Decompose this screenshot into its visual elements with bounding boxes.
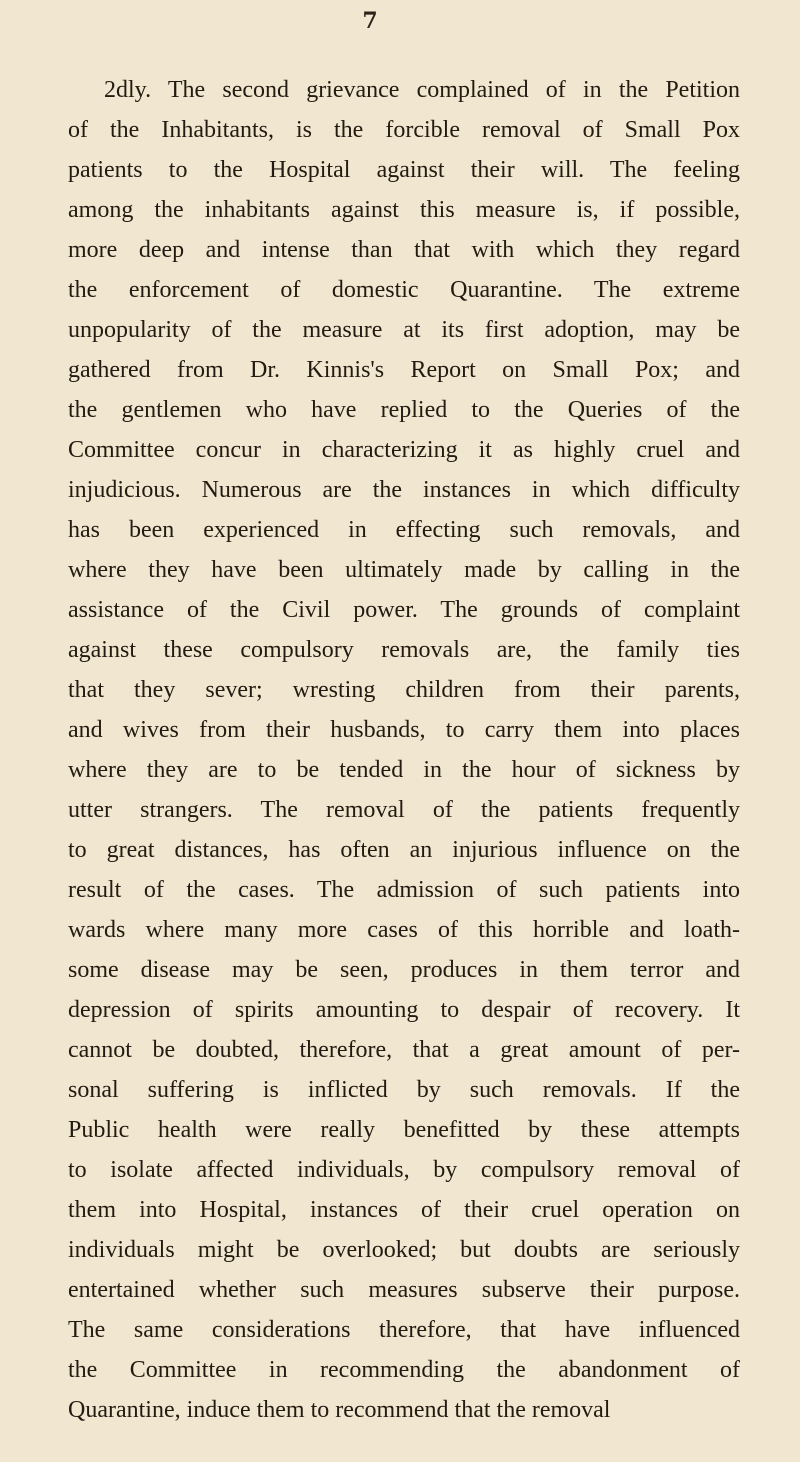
- text-line: assistance of the Civil power. The grounds of complaint: [68, 597, 740, 623]
- text-line: where they are to be tended in the hour of sickness by: [68, 757, 740, 783]
- text-line: to great distances, has often an injurious influence on the: [68, 837, 740, 863]
- text-line: patients to the Hospital against their will. The feeling: [68, 157, 740, 183]
- text-line: them into Hospital, instances of their cruel operation on: [68, 1197, 740, 1223]
- body-text: [68, 70, 740, 1430]
- text-line: to isolate affected individuals, by compulsory removal of: [68, 1157, 740, 1183]
- text-line: the gentlemen who have replied to the Queries of the: [68, 397, 740, 423]
- text-line: depression of spirits amounting to despair of recovery. It: [68, 997, 740, 1023]
- text-line: of the Inhabitants, is the forcible removal of Small Pox: [68, 117, 740, 143]
- text-line: utter strangers. The removal of the patients frequently: [68, 797, 740, 823]
- text-line: the Committee in recommending the abandonment of: [68, 1357, 740, 1383]
- text-line: against these compulsory removals are, the family ties: [68, 637, 740, 663]
- text-line: wards where many more cases of this horrible and loath-: [68, 917, 740, 943]
- text-line: Quarantine, induce them to recommend that the removal: [68, 1397, 611, 1423]
- text-line: that they sever; wresting children from their parents,: [68, 677, 740, 703]
- text-line: has been experienced in effecting such removals, and: [68, 517, 740, 543]
- text-line: among the inhabitants against this measure is, if possible,: [68, 197, 740, 223]
- text-line: injudicious. Numerous are the instances in which difficulty: [68, 477, 740, 503]
- text-line: more deep and intense than that with which they regard: [68, 237, 740, 263]
- text-line: Committee concur in characterizing it as highly cruel and: [68, 437, 740, 463]
- text-line: some disease may be seen, produces in them terror and: [68, 957, 740, 983]
- text-line: and wives from their husbands, to carry them into places: [68, 717, 740, 743]
- text-line: gathered from Dr. Kinnis's Report on Small Pox; and: [68, 357, 740, 383]
- text-line: entertained whether such measures subserve their purpose.: [68, 1277, 740, 1303]
- text-line: 2dly. The second grievance complained of in the Petition: [104, 77, 740, 103]
- text-line: Public health were really benefitted by these attempts: [68, 1117, 740, 1143]
- text-line: cannot be doubted, therefore, that a great amount of per-: [68, 1037, 740, 1063]
- text-line: the enforcement of domestic Quarantine. The extreme: [68, 277, 740, 303]
- text-line: result of the cases. The admission of such patients into: [68, 877, 740, 903]
- text-line: where they have been ultimately made by calling in the: [68, 557, 740, 583]
- text-line: unpopularity of the measure at its first adoption, may be: [68, 317, 740, 343]
- text-line: The same considerations therefore, that have influenced: [68, 1317, 740, 1343]
- page-number: 7: [362, 8, 378, 34]
- text-line: individuals might be overlooked; but doubts are seriously: [68, 1237, 740, 1263]
- text-line: sonal suffering is inflicted by such removals. If the: [68, 1077, 740, 1103]
